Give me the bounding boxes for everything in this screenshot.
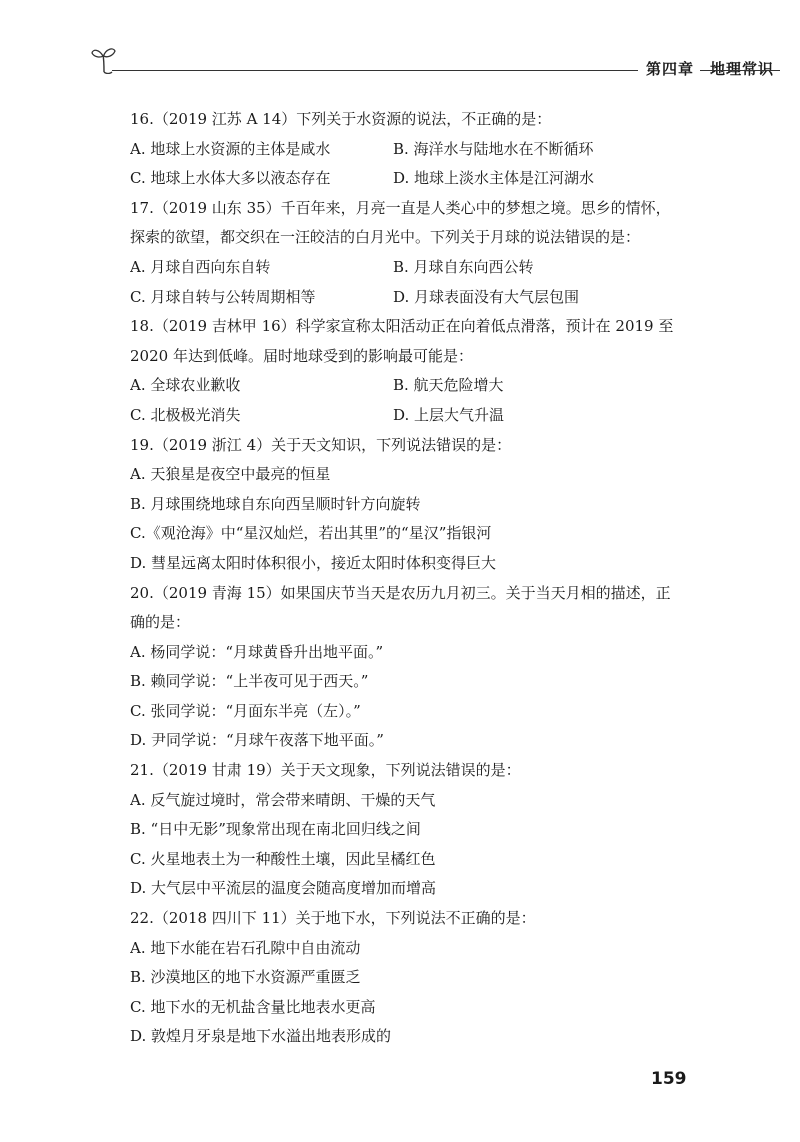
question-stem: 19.（2019 浙江 4）关于天文知识，下列说法错误的是： <box>130 435 512 454</box>
option-text: D. 彗星远离太阳时体积很小，接近太阳时体积变得巨大 <box>130 553 497 572</box>
question-stem: 确的是： <box>130 613 191 632</box>
option-text: D. 地球上淡水主体是江河湖水 <box>393 169 595 188</box>
option-row <box>130 401 690 431</box>
option-text: A. 反气旋过境时，常会带来晴朗、干燥的天气 <box>130 790 436 809</box>
question-stem: 21.（2019 甘肃 19）关于天文现象，下列说法错误的是： <box>130 761 521 780</box>
option-row <box>130 135 690 165</box>
option-row <box>130 371 690 401</box>
option-text: A. 地球上水资源的主体是咸水 <box>130 139 331 158</box>
question-stem: 18.（2019 吉林甲 16）科学家宣称太阳活动正在向着低点滑落，预计在 2019 至 <box>130 317 674 336</box>
question-stem: 20.（2019 青海 15）如果国庆节当天是农历九月初三。关于当天月相的描述，正 <box>130 583 671 602</box>
option-text: A. 全球农业歉收 <box>130 376 241 395</box>
question-block <box>130 431 690 579</box>
header-rule-left <box>112 70 638 71</box>
header-rule-right <box>700 70 780 71</box>
question-block <box>130 312 690 430</box>
option-row <box>130 164 690 194</box>
option-text: D. 月球表面没有大气层包围 <box>393 287 580 306</box>
option-text: A. 杨同学说：“月球黄昏升出地平面。” <box>130 642 384 661</box>
option-row <box>130 253 690 283</box>
option-text: C. 张同学说：“月面东半亮（左）。” <box>130 701 361 720</box>
question-stem: 22.（2018 四川下 11）关于地下水，下列说法不正确的是： <box>130 909 536 928</box>
option-text: C. 月球自转与公转周期相等 <box>130 287 316 306</box>
question-list <box>130 105 690 1052</box>
question-stem: 17.（2019 山东 35）千百年来，月亮一直是人类心中的梦想之境。思乡的情怀， <box>130 198 671 217</box>
page-number: 159 <box>651 1069 687 1089</box>
option-text: B. 航天危险增大 <box>393 376 504 395</box>
option-text: D. 尹同学说：“月球午夜落下地平面。” <box>130 731 384 750</box>
question-block <box>130 105 690 194</box>
option-text: B. 海洋水与陆地水在不断循环 <box>393 139 594 158</box>
option-text: B. 月球自东向西公转 <box>393 257 534 276</box>
option-text: B. “日中无影”现象常出现在南北回归线之间 <box>130 820 421 839</box>
option-text: A. 地下水能在岩石孔隙中自由流动 <box>130 938 361 957</box>
question-block <box>130 756 690 904</box>
option-text: A. 天狼星是夜空中最亮的恒星 <box>130 465 331 484</box>
option-text: B. 赖同学说：“上半夜可见于西天。” <box>130 672 369 691</box>
question-stem: 2020 年达到低峰。届时地球受到的影响最可能是： <box>130 346 473 365</box>
option-text: A. 月球自西向东自转 <box>130 257 271 276</box>
question-stem: 16.（2019 江苏 A 14）下列关于水资源的说法，不正确的是： <box>130 110 552 128</box>
page-header <box>90 44 780 80</box>
option-text: C. 地球上水体大多以液态存在 <box>130 169 331 188</box>
question-block <box>130 194 690 312</box>
option-text: D. 敦煌月牙泉是地下水溢出地表形成的 <box>130 1027 392 1046</box>
option-text: C. 地下水的无机盐含量比地表水更高 <box>130 997 376 1016</box>
chapter-title: 第四章 地理常识 <box>646 60 775 78</box>
option-text: D. 大气层中平流层的温度会随高度增加而增高 <box>130 879 437 898</box>
option-text: D. 上层大气升温 <box>393 405 505 424</box>
option-text: B. 月球围绕地球自东向西呈顺时针方向旋转 <box>130 494 421 513</box>
option-text: C. 北极极光消失 <box>130 405 241 424</box>
question-block <box>130 904 690 1052</box>
option-text: B. 沙漠地区的地下水资源严重匮乏 <box>130 968 361 987</box>
question-stem: 探索的欲望，都交织在一汪皎洁的白月光中。下列关于月球的说法错误的是： <box>130 228 641 247</box>
option-text: C.《观沧海》中“星汉灿烂，若出其里”的“星汉”指银河 <box>130 524 492 543</box>
option-text: C. 火星地表土为一种酸性土壤，因此呈橘红色 <box>130 849 436 868</box>
option-row <box>130 283 690 313</box>
question-block <box>130 579 690 757</box>
